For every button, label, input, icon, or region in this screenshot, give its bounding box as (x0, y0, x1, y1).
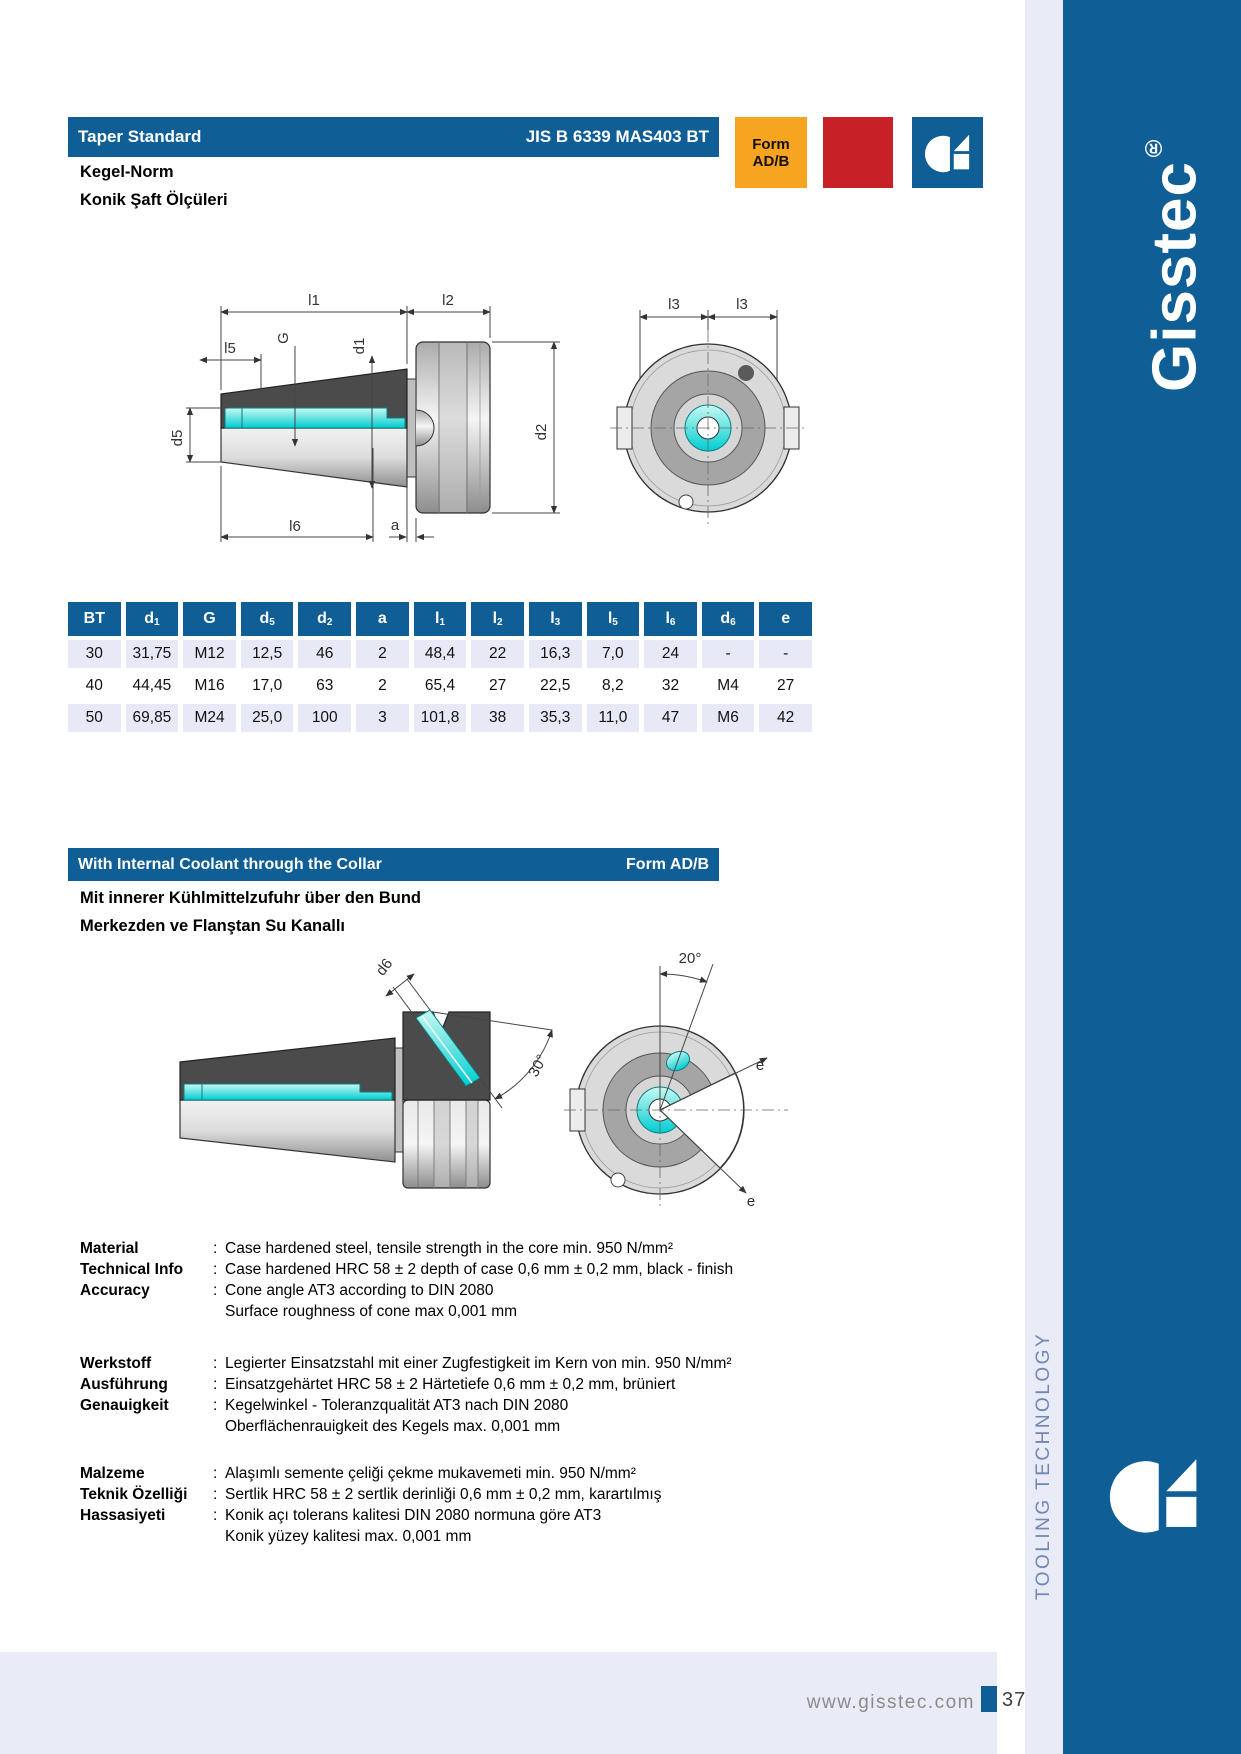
dim-label-d1: d1 (351, 337, 368, 355)
gisstec-logo-icon (924, 129, 972, 177)
table-cell: 24 (644, 640, 697, 668)
drawing-taper-standard (90, 250, 810, 550)
dim-label-e-upper: e (755, 1057, 765, 1074)
section2-title: With Internal Coolant through the Collar (78, 855, 382, 873)
header-bar (68, 117, 719, 157)
section2-form-badge: Form AD/B (626, 855, 709, 873)
spec-row (80, 1353, 1020, 1374)
dim-label-a: a (390, 517, 400, 534)
spec-label: Accuracy (80, 1282, 150, 1299)
table-cell: 65,4 (414, 672, 467, 700)
column-header-d5: d 5 (241, 602, 294, 636)
table-row (68, 704, 812, 732)
table-cell: M4 (702, 672, 755, 700)
spec-colon: : (213, 1355, 218, 1372)
brand-name: Gisstec (1140, 160, 1210, 392)
spec-text: Surface roughness of cone max 0,001 mm (225, 1303, 518, 1320)
drawing-internal-coolant (150, 950, 790, 1250)
spec-block-english (80, 1238, 1020, 1322)
table-cell: 32 (644, 672, 697, 700)
spec-label: Teknik Özelliği (80, 1486, 188, 1503)
website-link[interactable]: www.gisstec.com (806, 1692, 975, 1713)
tagline-vertical: TOOLING TECHNOLOGY (1033, 1331, 1054, 1600)
table-cell: 3 (356, 704, 409, 732)
table-cell: 8,2 (587, 672, 640, 700)
table-cell: 2 (356, 672, 409, 700)
column-header-d2: d 2 (298, 602, 351, 636)
subtitle-german: Kegel-Norm (80, 163, 174, 181)
column-header-l1: l 1 (414, 602, 467, 636)
table-cell: 44,45 (126, 672, 179, 700)
spec-row (80, 1259, 1020, 1280)
table-cell: 12,5 (241, 640, 294, 668)
column-header-d6: d 6 (702, 602, 755, 636)
spec-colon (213, 1416, 225, 1437)
dim-label-d2: d2 (533, 423, 550, 441)
spec-colon: : (213, 1261, 218, 1278)
dim-label-d5: d5 (169, 429, 186, 447)
spec-colon: : (213, 1507, 218, 1524)
table-cell: 50 (68, 704, 121, 732)
spec-block-turkish (80, 1463, 1020, 1547)
section2-bar (68, 848, 719, 881)
spec-row (80, 1484, 1020, 1505)
section2-subtitle-german: Mit innerer Kühlmittelzufuhr über den Bund (80, 889, 421, 907)
page-title: Taper Standard (78, 127, 202, 146)
table-cell: 7,0 (587, 640, 640, 668)
dim-label-e-lower: e (746, 1193, 756, 1210)
spec-row (80, 1416, 1020, 1437)
dim-label-l3-left: l3 (668, 296, 680, 313)
table-cell: 16,3 (529, 640, 582, 668)
spec-block-german (80, 1353, 1020, 1437)
section2-subtitle-turkish: Merkezden ve Flanştan Su Kanallı (80, 917, 345, 935)
spec-text: Kegelwinkel - Toleranzqualität AT3 nach DIN 2080 (225, 1397, 569, 1414)
table-cell: 35,3 (529, 704, 582, 732)
form-badge: Form AD/B (735, 117, 807, 188)
table-cell: - (759, 640, 812, 668)
column-header-a: a (356, 602, 409, 636)
table-cell: M16 (183, 672, 236, 700)
spec-text: Konik yüzey kalitesi max. 0,001 mm (225, 1528, 472, 1545)
spec-colon: : (213, 1240, 218, 1257)
dim-label-l1: l1 (308, 292, 320, 309)
spec-label: Hassasiyeti (80, 1507, 166, 1524)
spec-text: Konik açı tolerans kalitesi DIN 2080 normuna göre AT3 (225, 1507, 602, 1524)
column-header-l6: l 6 (644, 602, 697, 636)
table-cell: 69,85 (126, 704, 179, 732)
front-view (610, 296, 806, 526)
spec-colon: : (213, 1282, 218, 1299)
spec-row (80, 1526, 1020, 1547)
table-cell: 101,8 (414, 704, 467, 732)
column-header-e: e (759, 602, 812, 636)
table-cell: 42 (759, 704, 812, 732)
spec-label (80, 1416, 213, 1437)
dim-label-30deg: 30° (525, 1051, 551, 1080)
table-cell: M6 (702, 704, 755, 732)
dimension-table (68, 602, 812, 736)
spec-label (80, 1301, 213, 1322)
table-cell: 100 (298, 704, 351, 732)
table-cell: 22,5 (529, 672, 582, 700)
spec-colon: : (213, 1397, 218, 1414)
column-header-l2: l 2 (471, 602, 524, 636)
registered-mark: ® (1140, 133, 1167, 161)
table-cell: 31,75 (126, 640, 179, 668)
gisstec-logo-icon-large (1108, 1448, 1202, 1542)
spec-label: Malzeme (80, 1465, 145, 1482)
spec-text: Alaşımlı semente çeliği çekme mukavemeti min. 950 N/mm² (225, 1465, 636, 1482)
spec-colon (213, 1526, 225, 1547)
spec-text: Oberflächenrauigkeit des Kegels max. 0,001 mm (225, 1418, 561, 1435)
spec-text: Legierter Einsatzstahl mit einer Zugfestigkeit im Kern von min. 950 N/mm² (225, 1355, 732, 1372)
table-cell: - (702, 640, 755, 668)
dim-label-l5: l5 (224, 340, 236, 357)
front-view-coolant (564, 950, 788, 1210)
spec-colon: : (213, 1465, 218, 1482)
page-number-marker (981, 1686, 997, 1712)
dim-label-20deg: 20° (678, 950, 702, 967)
spec-row (80, 1395, 1020, 1416)
table-row (68, 672, 812, 700)
dim-label-g: G (275, 332, 292, 344)
spec-row (80, 1301, 1020, 1322)
column-header-d1: d 1 (126, 602, 179, 636)
dim-label-d6: d6 (372, 955, 397, 980)
spec-label: Material (80, 1240, 139, 1257)
table-cell: 17,0 (241, 672, 294, 700)
table-cell: 27 (471, 672, 524, 700)
table-cell: 38 (471, 704, 524, 732)
spec-text: Case hardened HRC 58 ± 2 depth of case 0,6 mm ± 0,2 mm, black - finish (225, 1261, 734, 1278)
table-cell: 30 (68, 640, 121, 668)
brand-wordmark-vertical (1096, 62, 1212, 392)
spec-label: Genauigkeit (80, 1397, 169, 1414)
table-cell: 27 (759, 672, 812, 700)
spec-row (80, 1238, 1020, 1259)
spec-row (80, 1280, 1020, 1301)
series-color-swatch (823, 117, 893, 188)
table-cell: 63 (298, 672, 351, 700)
table-cell: M12 (183, 640, 236, 668)
dim-label-l2: l2 (442, 292, 454, 309)
spec-text: Einsatzgehärtet HRC 58 ± 2 Härtetiefe 0,6 mm ± 0,2 mm, brüniert (225, 1376, 676, 1393)
table-cell: 40 (68, 672, 121, 700)
spec-text: Cone angle AT3 according to DIN 2080 (225, 1282, 494, 1299)
side-view-coolant (180, 1010, 490, 1188)
spec-text: Sertlik HRC 58 ± 2 sertlik derinliği 0,6 mm ± 0,2 mm, karartılmış (225, 1486, 662, 1503)
standard-label: JIS B 6339 MAS403 BT (525, 127, 709, 146)
subtitle-turkish: Konik Şaft Ölçüleri (80, 191, 228, 209)
column-header-l5: l 5 (587, 602, 640, 636)
table-cell: M24 (183, 704, 236, 732)
spec-colon: : (213, 1486, 218, 1503)
page-number: 37 (1002, 1689, 1027, 1711)
table-cell: 48,4 (414, 640, 467, 668)
spec-row (80, 1374, 1020, 1395)
table-cell: 25,0 (241, 704, 294, 732)
table-cell: 22 (471, 640, 524, 668)
spec-colon (213, 1301, 225, 1322)
table-cell: 47 (644, 704, 697, 732)
coolant-bore (225, 408, 405, 428)
spec-text: Case hardened steel, tensile strength in the core min. 950 N/mm² (225, 1240, 674, 1257)
spec-row (80, 1463, 1020, 1484)
spec-label: Ausführung (80, 1376, 168, 1393)
spec-label: Technical Info (80, 1261, 184, 1278)
table-cell: 11,0 (587, 704, 640, 732)
spec-colon: : (213, 1376, 218, 1393)
column-header-bt: BT (68, 602, 121, 636)
table-row (68, 640, 812, 668)
dim-label-l3-right: l3 (736, 296, 748, 313)
column-header-l3: l 3 (529, 602, 582, 636)
column-header-g: G (183, 602, 236, 636)
brand-logo-box (912, 117, 983, 188)
table-header-row (68, 602, 812, 636)
table-cell: 2 (356, 640, 409, 668)
spec-row (80, 1505, 1020, 1526)
dim-label-l6: l6 (289, 518, 301, 535)
spec-label: Werkstoff (80, 1355, 152, 1372)
table-cell: 46 (298, 640, 351, 668)
spec-label (80, 1526, 213, 1547)
